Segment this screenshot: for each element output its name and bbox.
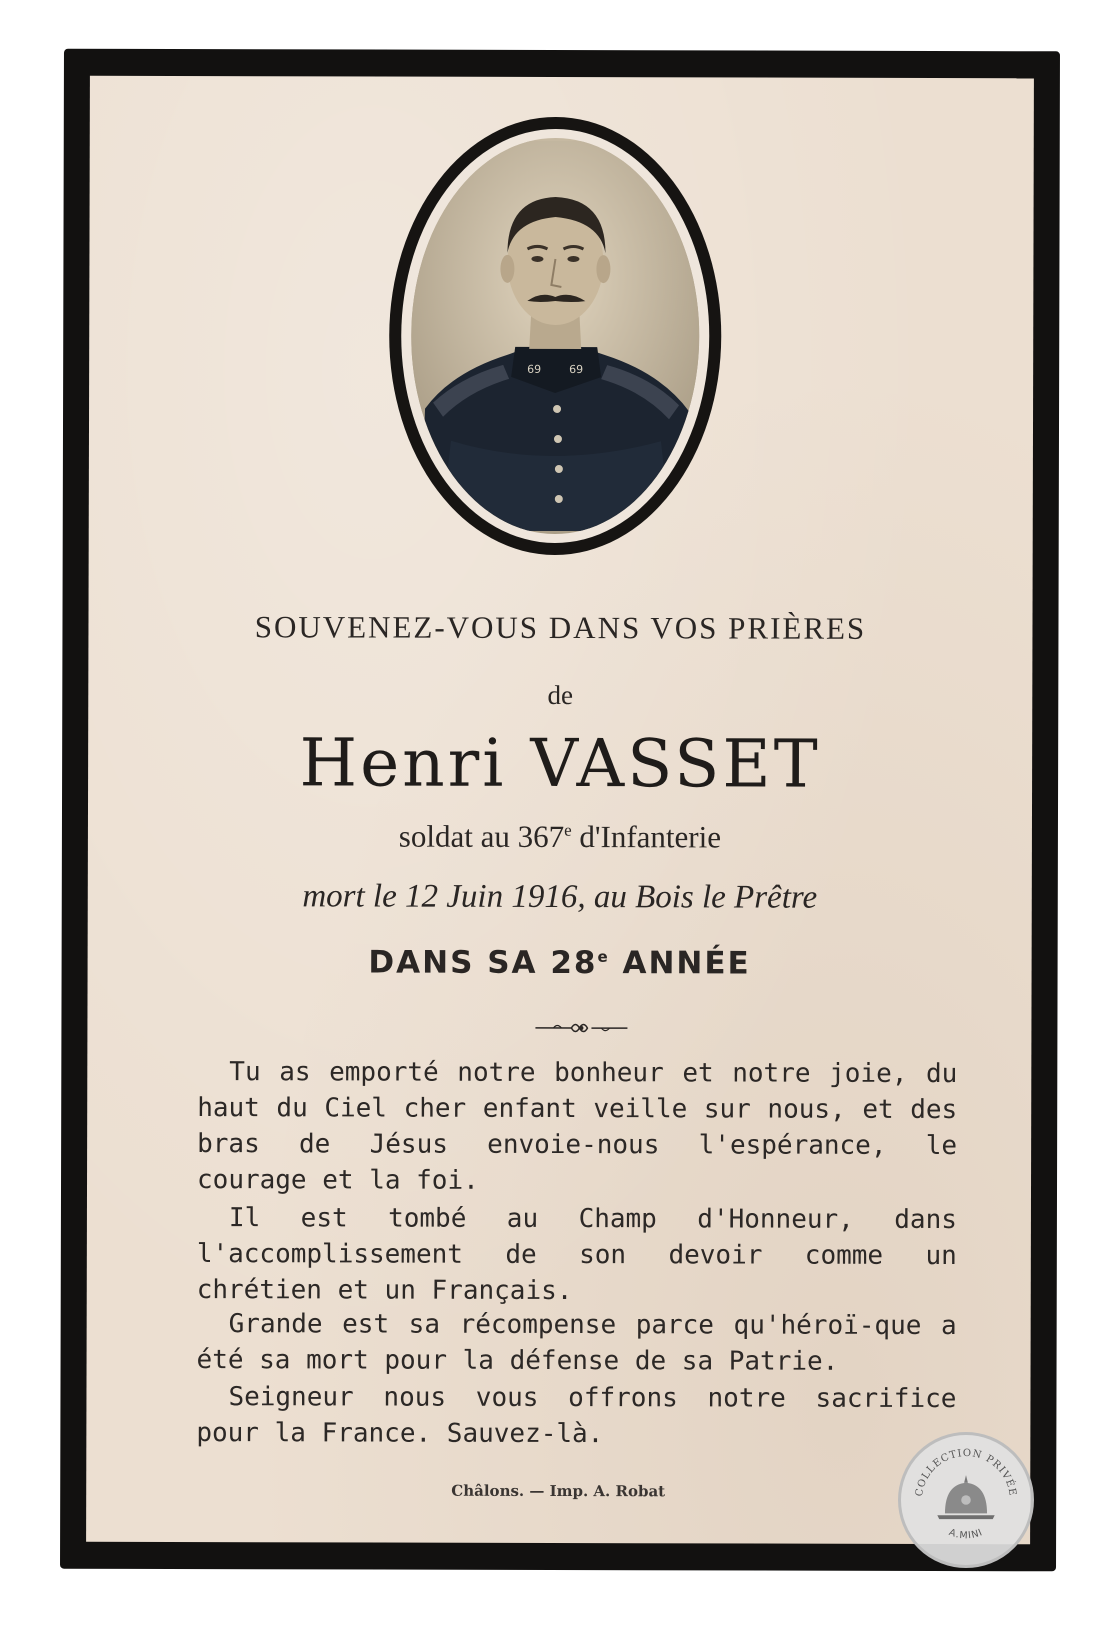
helmet-icon xyxy=(937,1475,994,1519)
card-paper xyxy=(86,76,1034,1544)
svg-text:A.MINI xyxy=(947,1527,984,1542)
paragraph-4: Seigneur nous vous offrons notre sacrifice pour la France. Sauvez-là. xyxy=(196,1382,957,1450)
rank-superscript: e xyxy=(564,820,572,840)
rank-line xyxy=(88,818,1032,856)
age-line xyxy=(88,944,1032,982)
paragraph-3: Grande est sa récompense parce qu'héroï-que a été sa mort pour la défense de sa Patrie. xyxy=(196,1309,957,1377)
age-superscript: e xyxy=(597,947,610,966)
collection-stamp-icon xyxy=(901,1435,1031,1565)
ornament-divider-icon xyxy=(531,1017,631,1039)
collection-stamp xyxy=(898,1432,1034,1568)
printer-imprint: Châlons. — Imp. A. Robat xyxy=(451,1481,666,1501)
age-prefix: DANS SA 28 xyxy=(368,944,598,982)
rank-prefix: soldat au 367 xyxy=(398,818,565,855)
age-suffix: ANNÉE xyxy=(609,945,751,982)
portrait-frame xyxy=(389,117,722,556)
soldier-portrait-photo xyxy=(411,138,700,535)
soldier-portrait-icon xyxy=(411,138,700,535)
remembrance-heading: SOUVENEZ-VOUS DANS VOS PRIÈRES xyxy=(254,609,867,646)
memorial-card xyxy=(60,49,1060,1572)
de-connector: de xyxy=(547,679,574,711)
portrait-mat xyxy=(401,129,710,544)
collar-number-right: 69 xyxy=(569,363,584,377)
paragraph-1: Tu as emporté notre bonheur et notre joie, du haut du Ciel cher enfant veille sur nous, et des bras de Jésus envoie-nous l'espérance, le courage et la foi. xyxy=(196,1057,958,1196)
collar-number-left: 69 xyxy=(527,362,542,376)
death-line: mort le 12 Juin 1916, au Bois le Prêtre xyxy=(302,878,818,916)
stamp-top-text: COLLECTION PRIVÉE xyxy=(914,1447,1018,1498)
rank-suffix: d'Infanterie xyxy=(571,819,722,855)
deceased-name: Henri VASSET xyxy=(299,724,821,803)
stamp-bottom-text: A.MINI xyxy=(947,1526,985,1542)
paragraph-2: Il est tombé au Champ d'Honneur, dans l'accomplissement de son devoir comme un chrétien et un Français. xyxy=(196,1203,957,1307)
